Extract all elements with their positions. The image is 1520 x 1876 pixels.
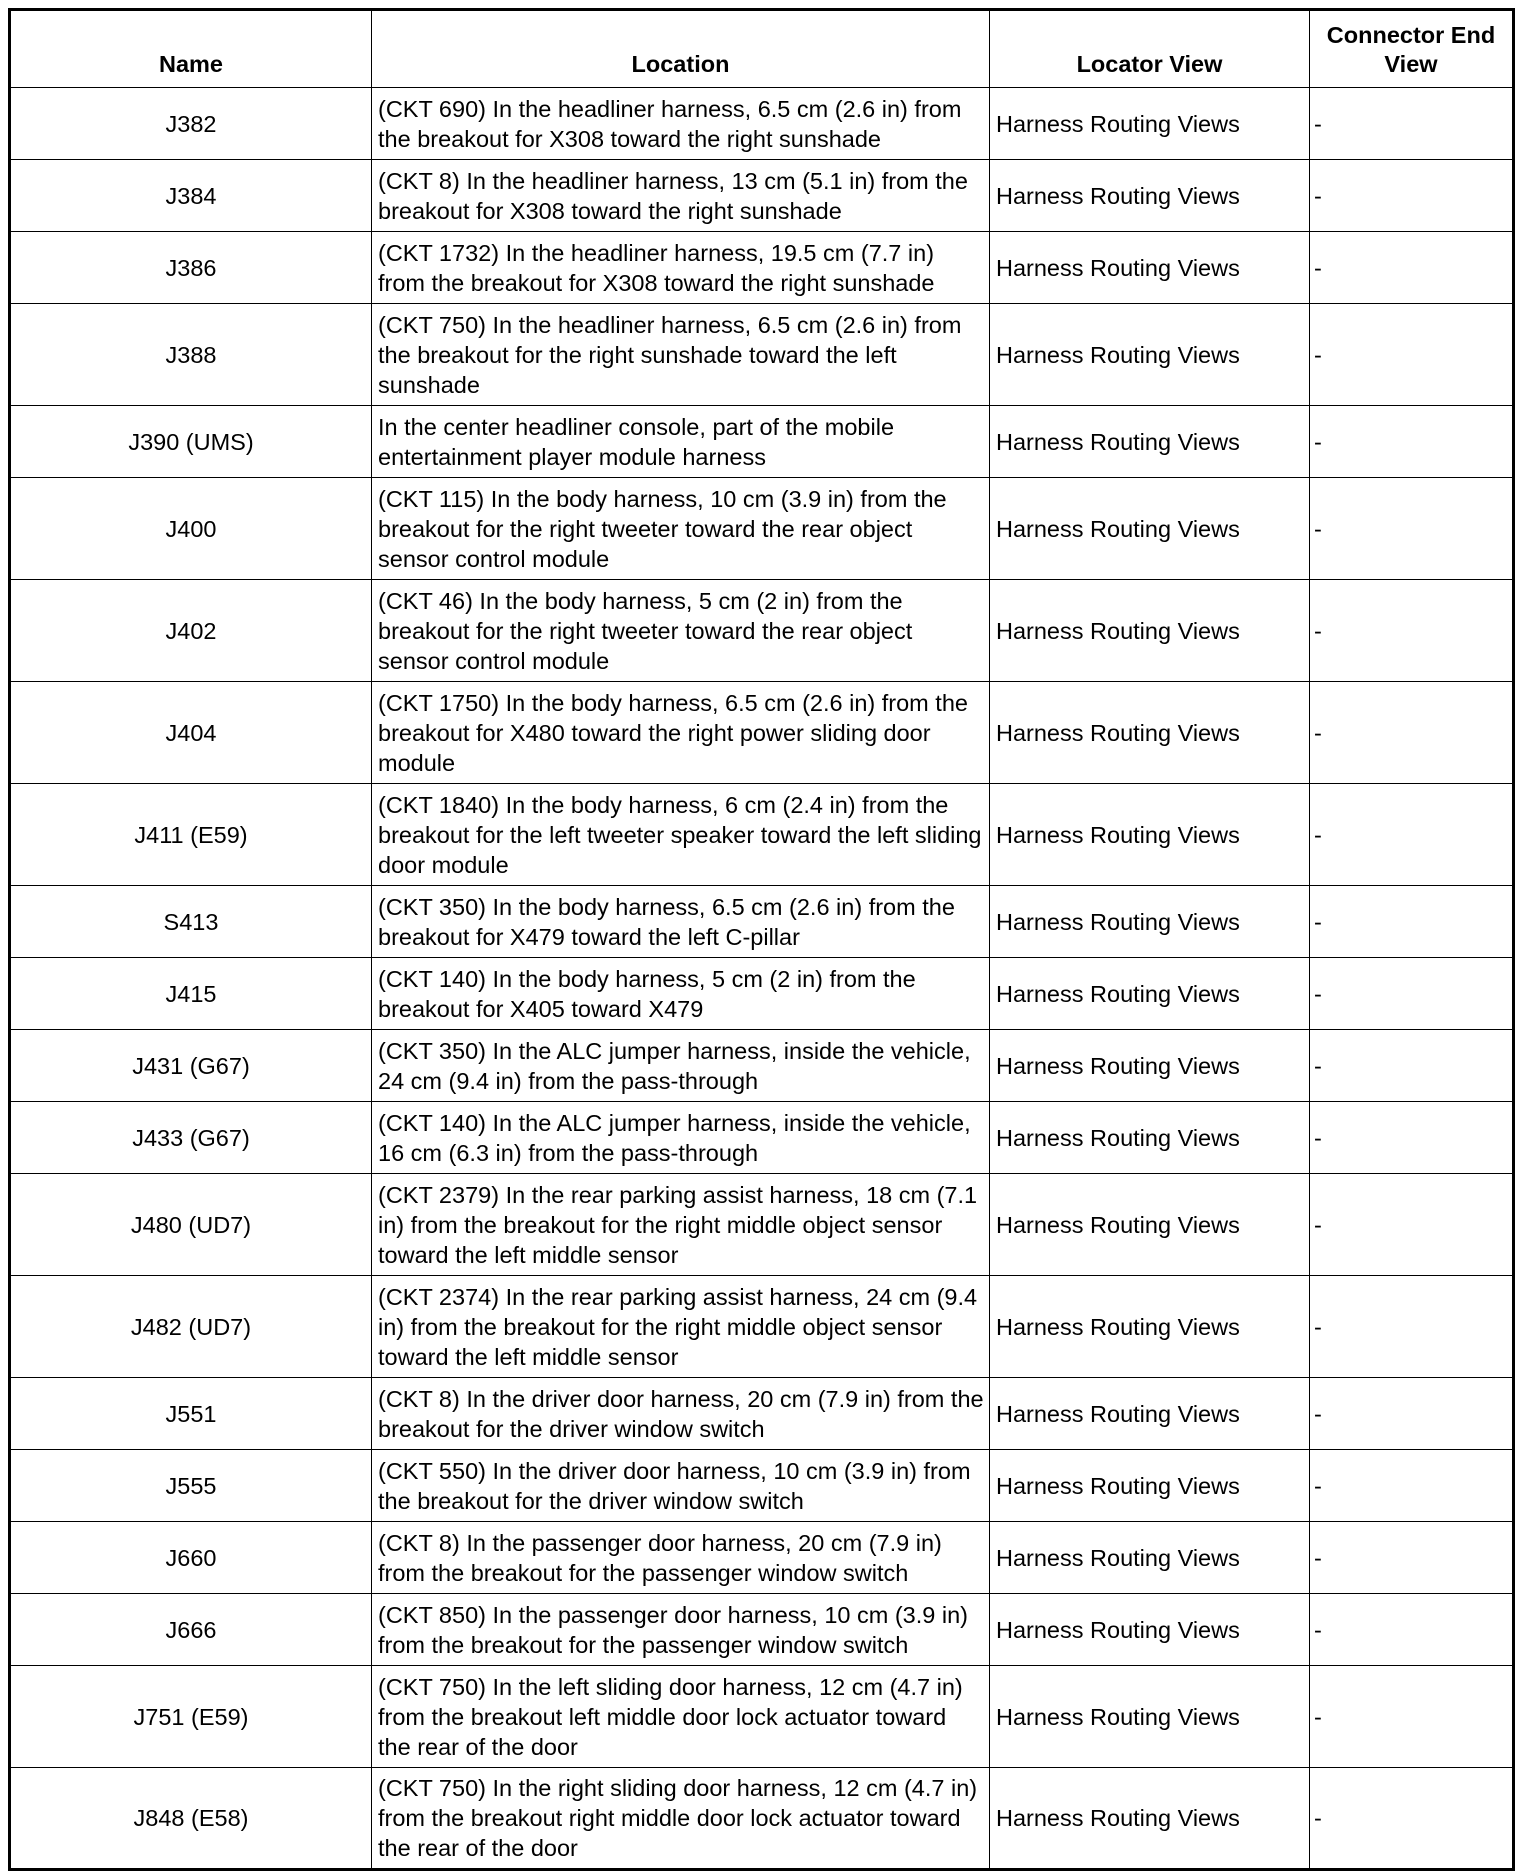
cell-locator-view: Harness Routing Views xyxy=(990,1030,1310,1102)
table-row xyxy=(10,1276,1514,1378)
cell-location: (CKT 8) In the driver door harness, 20 cm (7.9 in) from the breakout for the driver window switch xyxy=(372,1378,990,1450)
cell-name: J388 xyxy=(10,304,372,406)
table-row xyxy=(10,682,1514,784)
cell-name: J431 (G67) xyxy=(10,1030,372,1102)
cell-locator-view: Harness Routing Views xyxy=(990,304,1310,406)
cell-locator-view: Harness Routing Views xyxy=(990,1522,1310,1594)
connector-location-table xyxy=(8,8,1515,1871)
table-row xyxy=(10,1174,1514,1276)
table-row xyxy=(10,304,1514,406)
cell-name: J482 (UD7) xyxy=(10,1276,372,1378)
cell-name: J433 (G67) xyxy=(10,1102,372,1174)
cell-location: (CKT 2379) In the rear parking assist harness, 18 cm (7.1 in) from the breakout for the right middle object sensor toward the left middle sensor xyxy=(372,1174,990,1276)
cell-name: J480 (UD7) xyxy=(10,1174,372,1276)
cell-locator-view: Harness Routing Views xyxy=(990,406,1310,478)
table-row xyxy=(10,1102,1514,1174)
cell-location: (CKT 140) In the body harness, 5 cm (2 in) from the breakout for X405 toward X479 xyxy=(372,958,990,1030)
cell-name: J411 (E59) xyxy=(10,784,372,886)
cell-connector-end-view: - xyxy=(1310,160,1514,232)
table-body xyxy=(10,88,1514,1870)
cell-connector-end-view: - xyxy=(1310,1768,1514,1870)
cell-name: J384 xyxy=(10,160,372,232)
table-row xyxy=(10,406,1514,478)
cell-connector-end-view: - xyxy=(1310,958,1514,1030)
cell-name: J551 xyxy=(10,1378,372,1450)
table-row xyxy=(10,478,1514,580)
cell-connector-end-view: - xyxy=(1310,1378,1514,1450)
header-connector-end-view: Connector End View xyxy=(1310,10,1514,88)
cell-name: S413 xyxy=(10,886,372,958)
cell-name: J386 xyxy=(10,232,372,304)
cell-connector-end-view: - xyxy=(1310,682,1514,784)
cell-connector-end-view: - xyxy=(1310,886,1514,958)
cell-locator-view: Harness Routing Views xyxy=(990,958,1310,1030)
cell-location: (CKT 690) In the headliner harness, 6.5 cm (2.6 in) from the breakout for X308 toward the right sunshade xyxy=(372,88,990,160)
cell-name: J415 xyxy=(10,958,372,1030)
table-row xyxy=(10,580,1514,682)
table-row xyxy=(10,958,1514,1030)
cell-locator-view: Harness Routing Views xyxy=(990,1102,1310,1174)
cell-locator-view: Harness Routing Views xyxy=(990,478,1310,580)
cell-connector-end-view: - xyxy=(1310,784,1514,886)
cell-name: J402 xyxy=(10,580,372,682)
cell-location: (CKT 115) In the body harness, 10 cm (3.9 in) from the breakout for the right tweeter toward the rear object sensor control module xyxy=(372,478,990,580)
cell-location: (CKT 550) In the driver door harness, 10 cm (3.9 in) from the breakout for the driver window switch xyxy=(372,1450,990,1522)
cell-locator-view: Harness Routing Views xyxy=(990,88,1310,160)
table-row xyxy=(10,1450,1514,1522)
cell-locator-view: Harness Routing Views xyxy=(990,1276,1310,1378)
cell-location: (CKT 850) In the passenger door harness, 10 cm (3.9 in) from the breakout for the passenger window switch xyxy=(372,1594,990,1666)
header-name: Name xyxy=(10,10,372,88)
cell-location: (CKT 750) In the left sliding door harness, 12 cm (4.7 in) from the breakout left middle door lock actuator toward the rear of the door xyxy=(372,1666,990,1768)
cell-connector-end-view: - xyxy=(1310,88,1514,160)
cell-location: (CKT 46) In the body harness, 5 cm (2 in) from the breakout for the right tweeter toward the rear object sensor control module xyxy=(372,580,990,682)
cell-connector-end-view: - xyxy=(1310,304,1514,406)
cell-location: (CKT 1750) In the body harness, 6.5 cm (2.6 in) from the breakout for X480 toward the right power sliding door module xyxy=(372,682,990,784)
cell-locator-view: Harness Routing Views xyxy=(990,1378,1310,1450)
cell-location: (CKT 1732) In the headliner harness, 19.5 cm (7.7 in) from the breakout for X308 toward the right sunshade xyxy=(372,232,990,304)
cell-location: (CKT 350) In the ALC jumper harness, inside the vehicle, 24 cm (9.4 in) from the pass-through xyxy=(372,1030,990,1102)
table-row xyxy=(10,1030,1514,1102)
cell-name: J390 (UMS) xyxy=(10,406,372,478)
cell-locator-view: Harness Routing Views xyxy=(990,1174,1310,1276)
cell-locator-view: Harness Routing Views xyxy=(990,232,1310,304)
table-row xyxy=(10,232,1514,304)
cell-name: J660 xyxy=(10,1522,372,1594)
cell-location: In the center headliner console, part of the mobile entertainment player module harness xyxy=(372,406,990,478)
cell-name: J382 xyxy=(10,88,372,160)
cell-locator-view: Harness Routing Views xyxy=(990,886,1310,958)
table-row xyxy=(10,1594,1514,1666)
cell-location: (CKT 2374) In the rear parking assist harness, 24 cm (9.4 in) from the breakout for the right middle object sensor toward the left middle sensor xyxy=(372,1276,990,1378)
cell-connector-end-view: - xyxy=(1310,1666,1514,1768)
cell-locator-view: Harness Routing Views xyxy=(990,580,1310,682)
table-row xyxy=(10,886,1514,958)
table-row xyxy=(10,784,1514,886)
cell-name: J848 (E58) xyxy=(10,1768,372,1870)
cell-connector-end-view: - xyxy=(1310,1594,1514,1666)
cell-name: J400 xyxy=(10,478,372,580)
cell-locator-view: Harness Routing Views xyxy=(990,160,1310,232)
cell-name: J751 (E59) xyxy=(10,1666,372,1768)
cell-location: (CKT 750) In the headliner harness, 6.5 cm (2.6 in) from the breakout for the right sunshade toward the left sunshade xyxy=(372,304,990,406)
cell-connector-end-view: - xyxy=(1310,232,1514,304)
cell-connector-end-view: - xyxy=(1310,406,1514,478)
cell-connector-end-view: - xyxy=(1310,1030,1514,1102)
cell-locator-view: Harness Routing Views xyxy=(990,1666,1310,1768)
cell-location: (CKT 1840) In the body harness, 6 cm (2.4 in) from the breakout for the left tweeter speaker toward the left sliding door module xyxy=(372,784,990,886)
cell-location: (CKT 350) In the body harness, 6.5 cm (2.6 in) from the breakout for X479 toward the left C-pillar xyxy=(372,886,990,958)
cell-locator-view: Harness Routing Views xyxy=(990,682,1310,784)
cell-connector-end-view: - xyxy=(1310,1450,1514,1522)
header-location: Location xyxy=(372,10,990,88)
table-row xyxy=(10,1666,1514,1768)
cell-location: (CKT 140) In the ALC jumper harness, inside the vehicle, 16 cm (6.3 in) from the pass-through xyxy=(372,1102,990,1174)
cell-connector-end-view: - xyxy=(1310,478,1514,580)
cell-name: J404 xyxy=(10,682,372,784)
table-row xyxy=(10,160,1514,232)
table-row xyxy=(10,1768,1514,1870)
cell-locator-view: Harness Routing Views xyxy=(990,1768,1310,1870)
cell-connector-end-view: - xyxy=(1310,580,1514,682)
cell-location: (CKT 8) In the headliner harness, 13 cm (5.1 in) from the breakout for X308 toward the right sunshade xyxy=(372,160,990,232)
header-locator-view: Locator View xyxy=(990,10,1310,88)
header-row xyxy=(10,10,1514,88)
cell-connector-end-view: - xyxy=(1310,1102,1514,1174)
cell-locator-view: Harness Routing Views xyxy=(990,1594,1310,1666)
table-row xyxy=(10,1522,1514,1594)
table-header xyxy=(10,10,1514,88)
cell-connector-end-view: - xyxy=(1310,1174,1514,1276)
cell-connector-end-view: - xyxy=(1310,1276,1514,1378)
table-row xyxy=(10,1378,1514,1450)
cell-name: J555 xyxy=(10,1450,372,1522)
table-row xyxy=(10,88,1514,160)
cell-connector-end-view: - xyxy=(1310,1522,1514,1594)
cell-location: (CKT 8) In the passenger door harness, 20 cm (7.9 in) from the breakout for the passenger window switch xyxy=(372,1522,990,1594)
cell-location: (CKT 750) In the right sliding door harness, 12 cm (4.7 in) from the breakout right middle door lock actuator toward the rear of the door xyxy=(372,1768,990,1870)
cell-name: J666 xyxy=(10,1594,372,1666)
cell-locator-view: Harness Routing Views xyxy=(990,784,1310,886)
document-page xyxy=(8,8,1512,1871)
cell-locator-view: Harness Routing Views xyxy=(990,1450,1310,1522)
